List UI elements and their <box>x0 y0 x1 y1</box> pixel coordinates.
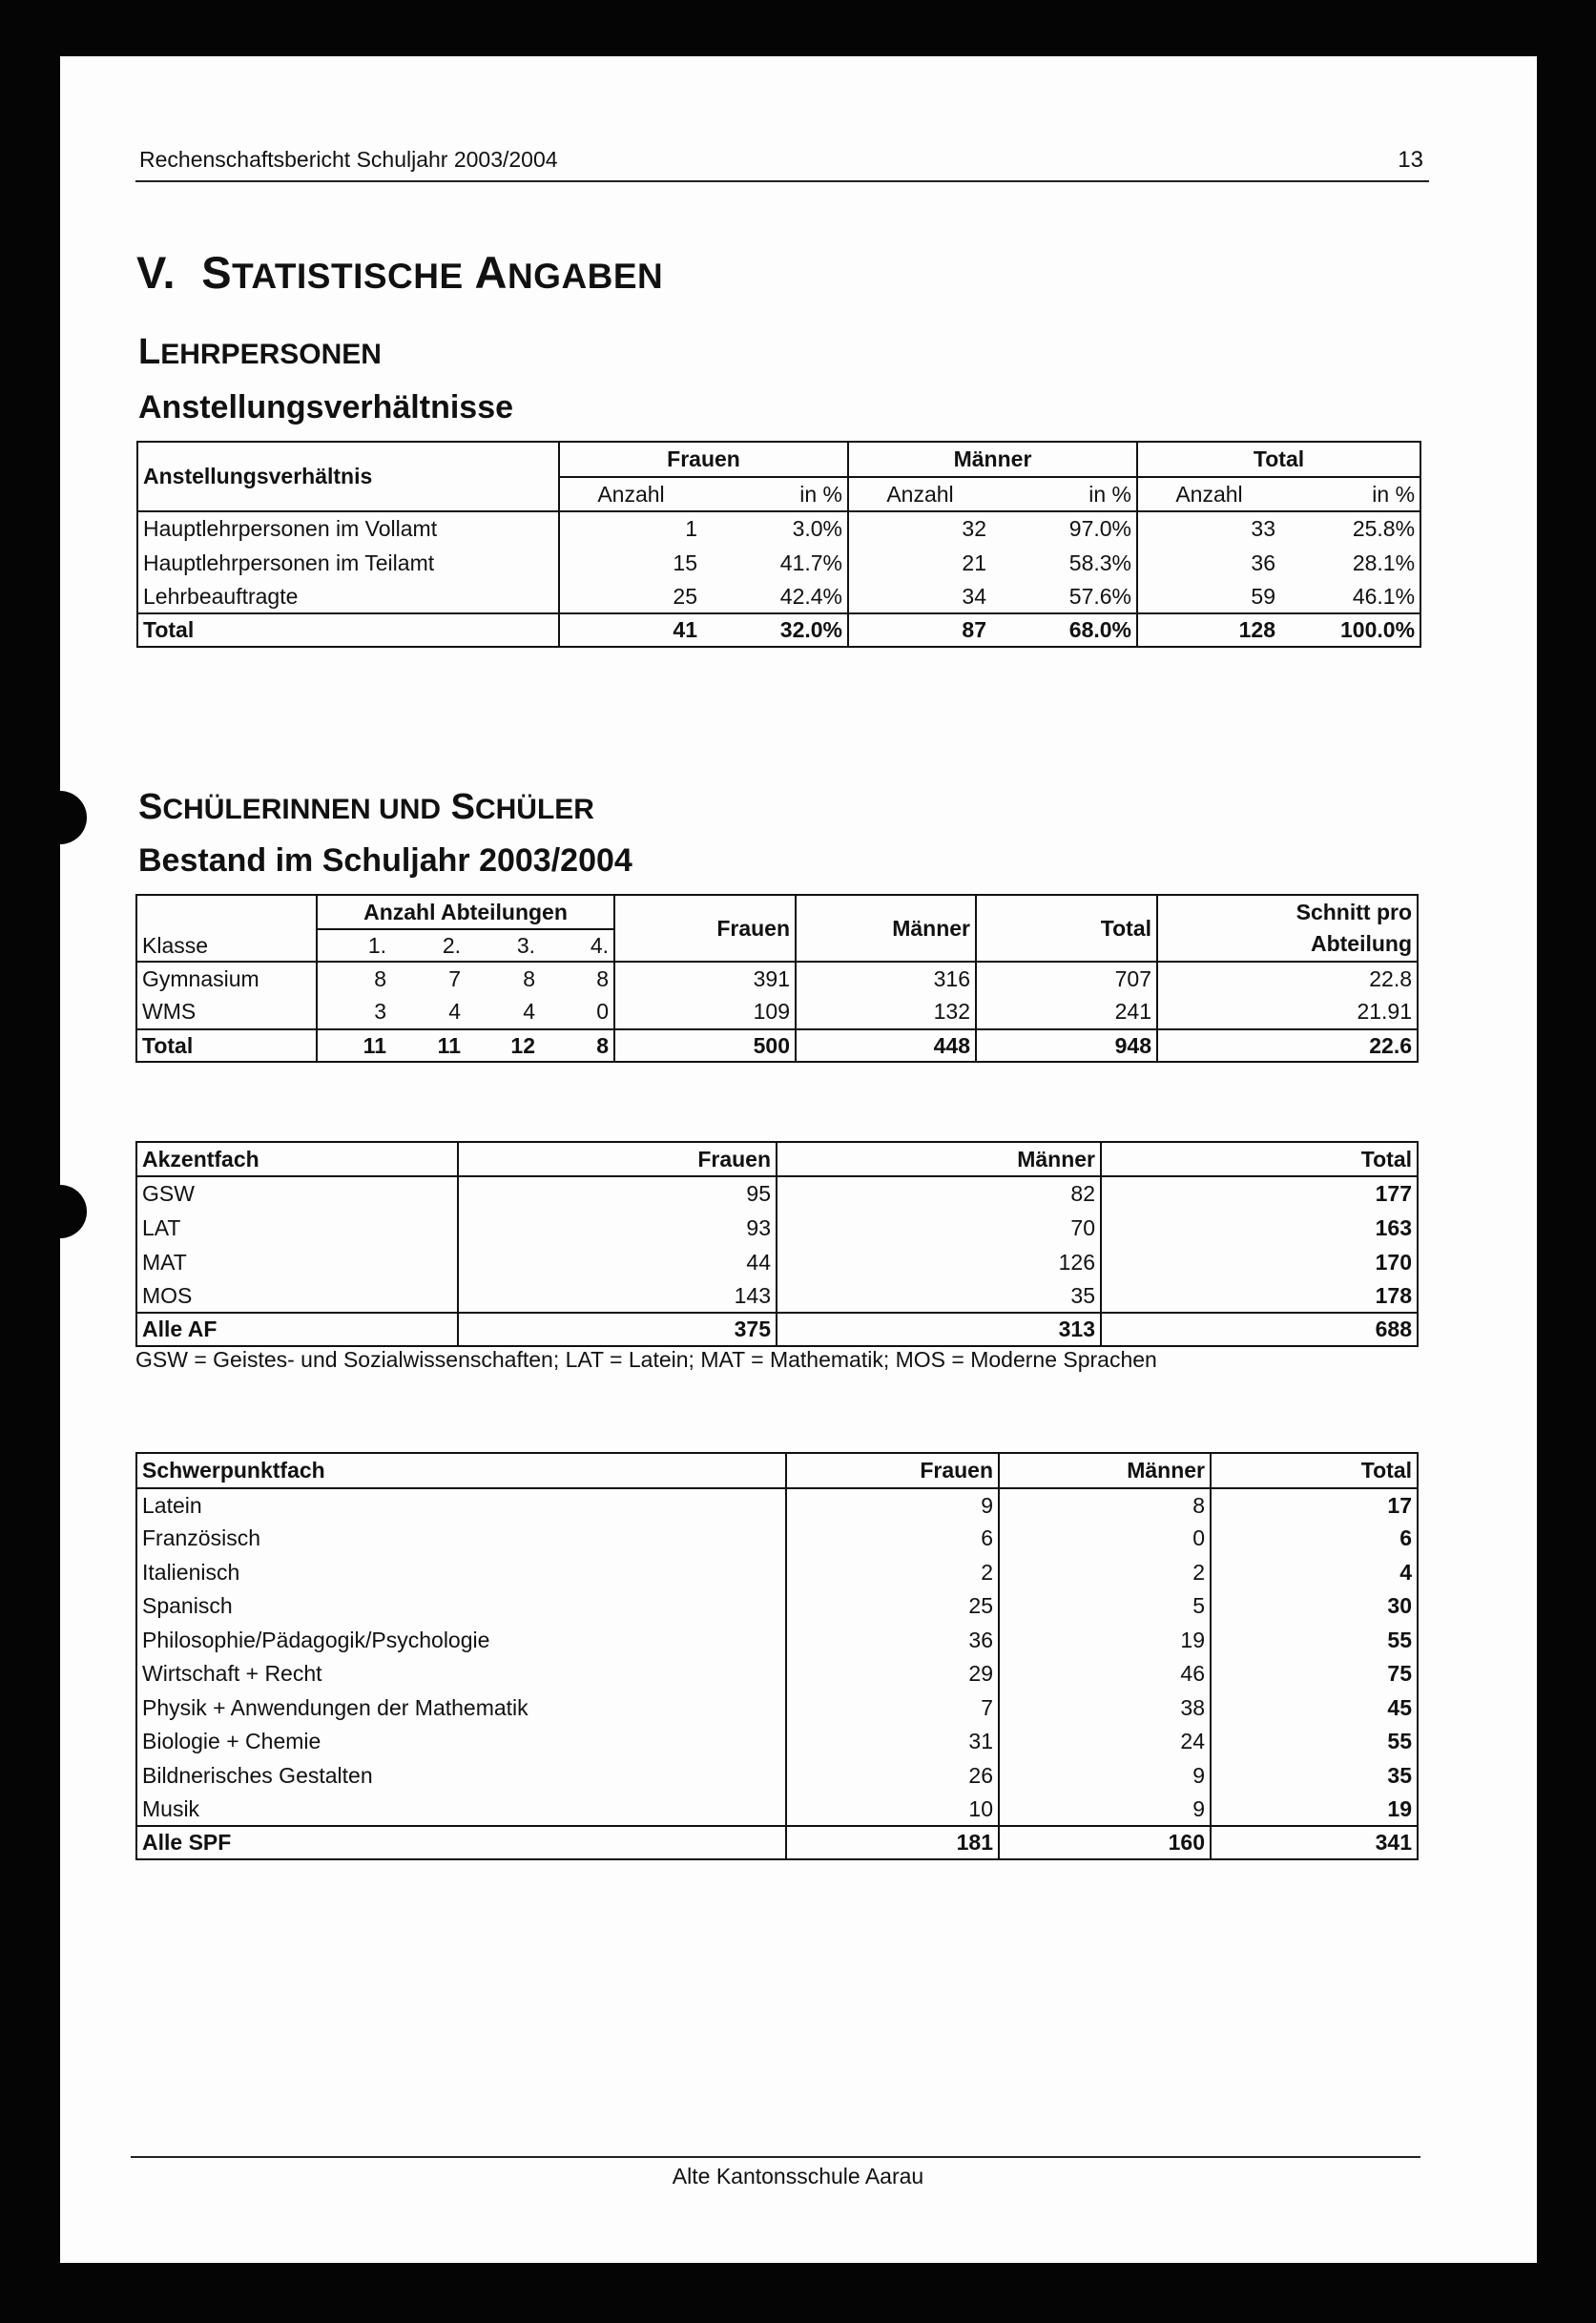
table-row: MOS 143 35 178 <box>136 1279 1418 1313</box>
table-akzentfach <box>135 1141 1419 1347</box>
table-row: Italienisch 2 2 4 <box>136 1555 1418 1589</box>
heading-lehrpersonen: LEHRPERSONEN <box>138 332 382 372</box>
table-row: LAT 93 70 163 <box>136 1211 1418 1245</box>
table-row: WMS 3 4 4 0 109 132 241 21.91 <box>136 995 1418 1029</box>
col-group-abteilungen: Anzahl Abteilungen <box>317 895 614 929</box>
col-header-maenner: Männer <box>777 1142 1101 1176</box>
col-header-frauen: Frauen <box>458 1142 777 1176</box>
table-bestand <box>135 894 1419 1063</box>
header-rule <box>135 180 1429 182</box>
col-group-total: Total <box>1137 442 1420 477</box>
col-header-maenner: Männer <box>999 1453 1211 1488</box>
table-row: Physik + Anwendungen der Mathematik 7 38 45 <box>136 1690 1418 1725</box>
table-anstellungsverhaeltnisse <box>136 441 1421 648</box>
col-header-anstellungsverhaeltnis: Anstellungsverhältnis <box>137 442 559 511</box>
col-header-frauen: Frauen <box>786 1453 999 1488</box>
col-header-frauen: Frauen <box>614 895 796 962</box>
page-number: 13 <box>1398 147 1423 173</box>
footer-rule <box>131 2156 1420 2158</box>
table-schwerpunktfach <box>135 1452 1419 1860</box>
table-row: Philosophie/Pädagogik/Psychologie 36 19 55 <box>136 1623 1418 1657</box>
subheading-anstellungsverhaeltnisse: Anstellungsverhältnisse <box>138 389 514 425</box>
table-row: Bildnerisches Gestalten 26 9 35 <box>136 1758 1418 1793</box>
subheader-anzahl: Anzahl <box>848 477 991 511</box>
running-header-title: Rechenschaftsbericht Schuljahr 2003/2004 <box>139 147 558 172</box>
col-group-frauen: Frauen <box>559 442 848 477</box>
subheading-bestand: Bestand im Schuljahr 2003/2004 <box>138 842 632 879</box>
subheader-pct: in % <box>702 477 848 511</box>
subheader-grade-3: 3. <box>466 929 540 962</box>
table-row: Gymnasium 8 7 8 8 391 316 707 22.8 <box>136 962 1418 995</box>
table-row: MAT 44 126 170 <box>136 1245 1418 1279</box>
akzentfach-footnote: GSW = Geistes- und Sozialwissenschaften; LAT = Latein; MAT = Mathematik; MOS = Moderne Sprachen <box>135 1347 1157 1372</box>
subheader-anzahl: Anzahl <box>559 477 702 511</box>
subheader-grade-1: 1. <box>317 929 391 962</box>
table-row: Spanisch 25 5 30 <box>136 1589 1418 1623</box>
subheader-pct: in % <box>991 477 1137 511</box>
table-total-row: Alle AF 375 313 688 <box>136 1313 1418 1346</box>
table-row: Lehrbeauftragte 25 42.4% 34 57.6% 59 46.1% <box>137 580 1420 613</box>
punch-hole-top <box>33 791 87 844</box>
punch-hole-bottom <box>33 1185 87 1238</box>
table-total-row: Alle SPF 181 160 341 <box>136 1826 1418 1859</box>
table-row: Latein 9 8 17 <box>136 1488 1418 1522</box>
col-header-schwerpunktfach: Schwerpunktfach <box>136 1453 786 1488</box>
table-total-row: Total 41 32.0% 87 68.0% 128 100.0% <box>137 613 1420 647</box>
heading-schuelerinnen-und-schueler: SCHÜLERINNEN UND SCHÜLER <box>138 787 594 827</box>
col-header-total: Total <box>1101 1142 1418 1176</box>
section-number: V. <box>136 247 176 298</box>
table-row: Hauptlehrpersonen im Vollamt 1 3.0% 32 97.0% 33 25.8% <box>137 511 1420 546</box>
subheader-anzahl: Anzahl <box>1137 477 1280 511</box>
col-header-schnitt: Schnitt pro Abteilung <box>1157 895 1418 962</box>
col-header-klasse: Klasse <box>136 895 317 962</box>
col-header-total: Total <box>1211 1453 1418 1488</box>
table-total-row: Total 11 11 12 8 500 448 948 22.6 <box>136 1029 1418 1062</box>
col-header-akzentfach: Akzentfach <box>136 1142 458 1176</box>
col-header-total: Total <box>976 895 1157 962</box>
footer-school-name: Alte Kantonsschule Aarau <box>672 2164 924 2188</box>
col-group-maenner: Männer <box>848 442 1137 477</box>
subheader-grade-2: 2. <box>391 929 466 962</box>
table-row: Französisch 6 0 6 <box>136 1522 1418 1555</box>
subheader-pct: in % <box>1280 477 1420 511</box>
table-row: Hauptlehrpersonen im Teilamt 15 41.7% 21 58.3% 36 28.1% <box>137 546 1420 580</box>
table-row: Wirtschaft + Recht 29 46 75 <box>136 1657 1418 1690</box>
section-title: V. STATISTISCHE ANGABEN <box>136 247 664 298</box>
table-row: Biologie + Chemie 31 24 55 <box>136 1725 1418 1758</box>
table-row: Musik 10 9 19 <box>136 1793 1418 1826</box>
table-row: GSW 95 82 177 <box>136 1176 1418 1211</box>
col-header-maenner: Männer <box>796 895 976 962</box>
subheader-grade-4: 4. <box>540 929 614 962</box>
